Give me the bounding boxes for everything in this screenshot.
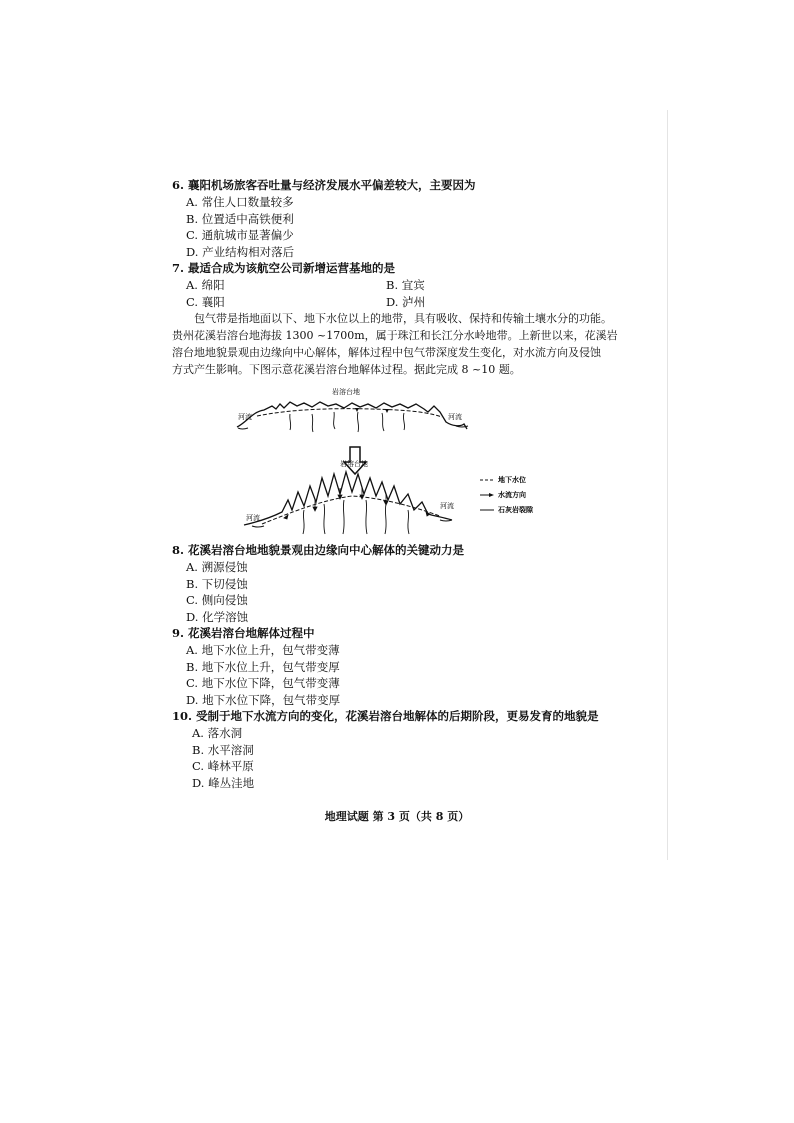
top-water-table	[257, 409, 442, 417]
legend-flow-arrowhead	[489, 493, 494, 497]
passage-line: 包气带是指地面以下、地下水位以上的地带，具有吸收、保持和传输土壤水分的功能。	[194, 312, 612, 325]
option-row	[172, 294, 652, 311]
reading-passage	[172, 310, 652, 378]
option-b: B. 地下水位上升，包气带变厚	[186, 659, 340, 674]
karst-disintegration-figure	[172, 382, 652, 542]
question-9	[172, 625, 652, 708]
bottom-river-right-label: 河流	[440, 502, 454, 510]
top-fissures	[290, 412, 405, 432]
passage-line: 贵州花溪岩溶台地海拔 1300 ~1700m，属于珠江和长江分水岭地带。上新世以来，花溪岩	[172, 329, 618, 342]
top-terrain	[237, 402, 467, 429]
top-karst-label: 岩溶台地	[332, 388, 360, 396]
option-b: B. 下切侵蚀	[186, 576, 248, 591]
option-a: A. 地下水位上升，包气带变薄	[186, 643, 340, 657]
option-b: B. 位置适中高铁便利	[186, 211, 294, 226]
bottom-river-left-mark	[252, 526, 264, 527]
bottom-diagram	[244, 459, 454, 534]
legend-flow-label: 水流方向	[498, 491, 526, 499]
bottom-karst-label: 岩溶台地	[340, 460, 368, 468]
option-b: B. 水平溶洞	[192, 742, 254, 757]
option-a: A. 落水洞	[192, 726, 243, 740]
top-river-left-label: 河流	[238, 413, 252, 421]
option-c: C. 襄阳	[186, 294, 225, 309]
question-stem: 6. 襄阳机场旅客吞吐量与经济发展水平偏差较大，主要因为	[172, 178, 476, 192]
option-d: D. 产业结构相对落后	[186, 244, 295, 259]
option-d: D. 地下水位下降，包气带变厚	[186, 692, 341, 707]
option-c: C. 通航城市显著偏少	[186, 228, 294, 242]
option-a: A. 溯源侵蚀	[186, 560, 248, 574]
option-c: C. 峰林平原	[192, 759, 254, 773]
page-footer: 地理试题 第 3 页（共 8 页）	[324, 810, 470, 823]
bottom-fissures	[303, 500, 409, 534]
option-a: A. 绵阳	[186, 278, 225, 292]
option-c: C. 侧向侵蚀	[186, 593, 248, 607]
question-8	[172, 542, 652, 625]
legend-water-table-label: 地下水位	[498, 476, 526, 484]
passage-line: 溶台地地貌景观由边缘向中心解体，解体过程中包气带深度发生变化，对水流方向及侵蚀	[172, 346, 601, 359]
option-b: B. 宜宾	[386, 278, 425, 292]
top-diagram	[237, 387, 468, 432]
question-stem: 10. 受制于地下水流方向的变化，花溪岩溶台地解体的后期阶段，更易发育的地貌是	[172, 709, 599, 723]
top-river-left-mark	[238, 428, 248, 429]
option-d: D. 化学溶蚀	[186, 609, 249, 624]
exam-content	[172, 177, 652, 791]
legend-fissure-label: 石灰岩裂隙	[498, 506, 533, 514]
bottom-river-left-label: 河流	[246, 514, 260, 522]
option-c: C. 地下水位下降，包气带变薄	[186, 676, 340, 690]
question-stem: 7. 最适合成为该航空公司新增运营基地的是	[172, 261, 396, 275]
option-d: D. 峰丛洼地	[192, 775, 255, 790]
option-a: A. 常住人口数量较多	[186, 195, 294, 209]
option-d: D. 泸州	[386, 294, 426, 309]
question-stem: 8. 花溪岩溶台地地貌景观由边缘向中心解体的关键动力是	[172, 543, 465, 557]
question-6	[172, 177, 652, 260]
question-stem: 9. 花溪岩溶台地解体过程中	[172, 626, 315, 640]
page-edge-line	[667, 110, 668, 860]
passage-line: 方式产生影响。下图示意花溪岩溶台地解体过程。据此完成 8 ~10 题。	[172, 363, 521, 376]
question-10	[172, 708, 652, 791]
bottom-river-right-mark	[440, 520, 452, 521]
figure-legend	[480, 475, 534, 514]
top-river-right-mark	[456, 426, 468, 427]
figure-svg	[172, 382, 652, 542]
option-row	[172, 277, 652, 294]
question-7	[172, 260, 652, 310]
bottom-terrain	[244, 472, 452, 525]
top-river-right-label: 河流	[448, 413, 462, 421]
